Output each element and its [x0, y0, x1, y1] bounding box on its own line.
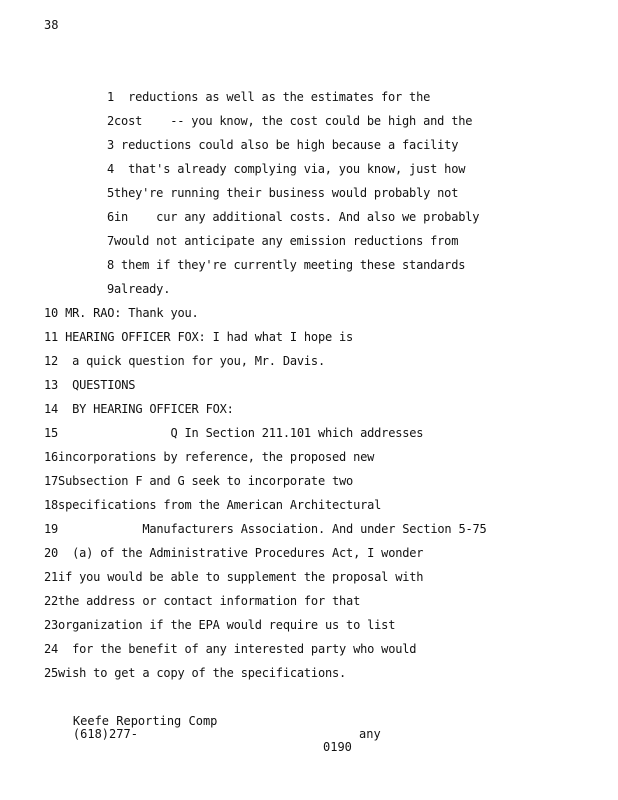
transcript-line: 20 (a) of the Administrative Procedures Act, I wonder — [44, 546, 424, 560]
transcript-line: 23organization if the EPA would require us to list — [44, 618, 396, 632]
transcript-line: 7would not anticipate any emission reductions from — [107, 234, 459, 248]
transcript-line: 4 that's already complying via, you know, just how — [107, 162, 466, 176]
transcript-line: 22the address or contact information for that — [44, 594, 361, 608]
page-number: 38 — [44, 18, 59, 32]
transcript-line: 19 Manufacturers Association. And under Section 5-75 — [44, 522, 487, 536]
transcript-line: 3 reductions could also be high because a facility — [107, 138, 459, 152]
transcript-line: 18specifications from the American Architectural — [44, 498, 382, 512]
transcript-line: 21if you would be able to supplement the proposal with — [44, 570, 424, 584]
transcript-line: 9already. — [107, 282, 171, 296]
footer-phone-suffix: 0190 — [323, 740, 352, 754]
transcript-line: 2cost -- you know, the cost could be high and the — [107, 114, 473, 128]
transcript-line: 17Subsection F and G seek to incorporate two — [44, 474, 354, 488]
transcript-line: 24 for the benefit of any interested party who would — [44, 642, 417, 656]
transcript-line: 6in cur any additional costs. And also we probably — [107, 210, 480, 224]
footer — [44, 702, 381, 754]
transcript-line: 1 reductions as well as the estimates for the — [107, 90, 431, 104]
transcript-line: 15 Q In Section 211.101 which addresses — [44, 426, 424, 440]
transcript-line: 25wish to get a copy of the specifications. — [44, 666, 347, 680]
transcript-line: 5they're running their business would probably not — [107, 186, 459, 200]
transcript-line: 8 them if they're currently meeting these standards — [107, 258, 466, 272]
footer-phone: (618)277- — [72, 727, 138, 741]
footer-company: Keefe Reporting Comp — [72, 714, 218, 728]
transcript-line: 11 HEARING OFFICER FOX: I had what I hope is — [44, 330, 354, 344]
transcript-line: 16incorporations by reference, the proposed new — [44, 450, 375, 464]
footer-company-suffix: any — [359, 727, 381, 741]
footer-phone-row — [44, 715, 352, 754]
transcript-line: 10 MR. RAO: Thank you. — [44, 306, 199, 320]
transcript-line: 12 a quick question for you, Mr. Davis. — [44, 354, 325, 368]
transcript-line: 14 BY HEARING OFFICER FOX: — [44, 402, 234, 416]
transcript-line: 13 QUESTIONS — [44, 378, 136, 392]
